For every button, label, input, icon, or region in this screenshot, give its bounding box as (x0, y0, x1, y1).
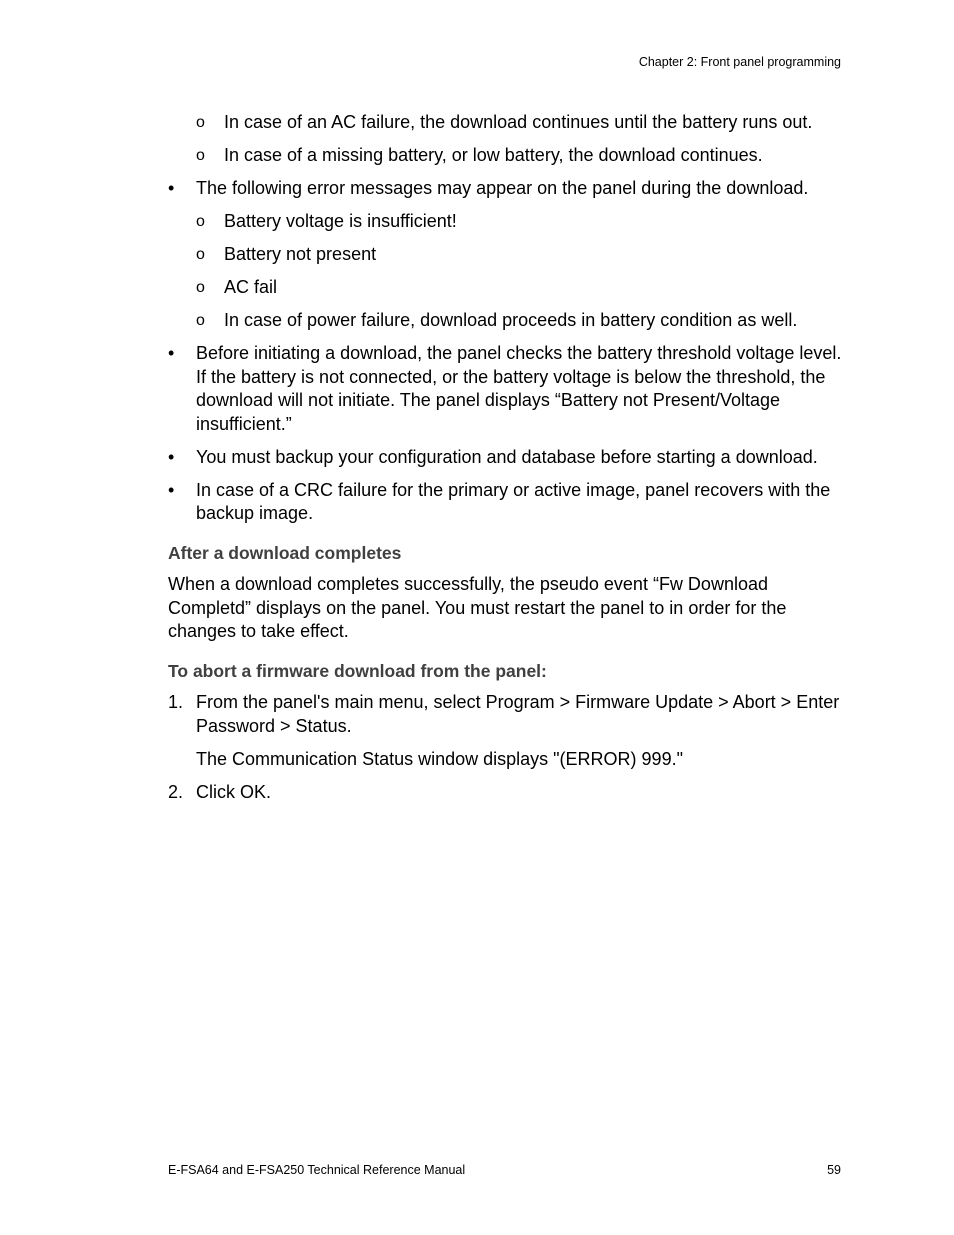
bullet-marker: • (168, 178, 175, 198)
footer-manual-title: E-FSA64 and E-FSA250 Technical Reference Manual (168, 1163, 466, 1177)
error-message-item (168, 210, 848, 234)
section-paragraph: When a download completes successfully, the pseudo event “Fw Download Completd” displays on the panel. You must restart the panel to in order for the changes to take effect. (168, 574, 787, 641)
step-result: The Communication Status window displays "(ERROR) 999." (196, 748, 683, 769)
page-body (168, 111, 848, 814)
error-message-text: AC fail (224, 277, 278, 297)
numbered-step (168, 781, 848, 805)
bullet-item-text: The following error messages may appear on the panel during the download. (196, 178, 809, 198)
sub-list-item (168, 144, 848, 168)
bullet-item (168, 342, 848, 436)
sub-bullet-marker: o (196, 279, 205, 296)
sub-bullet-marker: o (196, 147, 205, 164)
sub-bullet-marker: o (196, 213, 205, 230)
bullet-item-text: You must backup your configuration and database before starting a download. (196, 446, 818, 467)
running-header: Chapter 2: Front panel programming (638, 55, 841, 69)
sub-list-item-text: In case of an AC failure, the download continues until the battery runs out. (224, 112, 813, 132)
sub-bullet-marker: o (196, 312, 205, 329)
sub-bullet-marker: o (196, 246, 205, 263)
bullet-item (168, 446, 848, 470)
error-message-item (168, 243, 848, 267)
step-number: 2. (168, 781, 184, 802)
error-message-text: Battery not present (224, 244, 377, 264)
step-text: Click OK. (196, 781, 272, 802)
sub-list-item (168, 111, 848, 135)
footer-page-number: 59 (827, 1163, 841, 1177)
step-text: From the panel's main menu, select Program > Firmware Update > Abort > Enter Password > Status. (196, 692, 840, 736)
error-message-text: In case of power failure, download proceeds in battery condition as well. (224, 310, 798, 330)
numbered-step (168, 691, 848, 738)
bullet-marker: • (168, 479, 175, 500)
error-message-text: Battery voltage is insufficient! (224, 211, 457, 231)
bullet-item-text: Before initiating a download, the panel checks the battery threshold voltage level. If the battery is not connected, or the battery voltage is below the threshold, the download will not initiate. The panel displays “Battery not Present/Voltage insufficient.” (196, 343, 842, 434)
bullet-item (168, 479, 848, 526)
bullet-marker: • (168, 446, 175, 467)
error-message-item (168, 276, 848, 300)
sub-bullet-marker: o (196, 114, 205, 131)
section-heading-abort-download: To abort a firmware download from the panel: (168, 660, 547, 681)
section-heading-after-download: After a download completes (168, 542, 402, 563)
step-number: 1. (168, 692, 184, 712)
bullet-item (168, 177, 848, 201)
bullet-marker: • (168, 343, 175, 363)
bullet-item-text: In case of a CRC failure for the primary or active image, panel recovers with the backup image. (196, 479, 831, 523)
error-message-item (168, 309, 848, 333)
sub-list-item-text: In case of a missing battery, or low battery, the download continues. (224, 145, 763, 165)
